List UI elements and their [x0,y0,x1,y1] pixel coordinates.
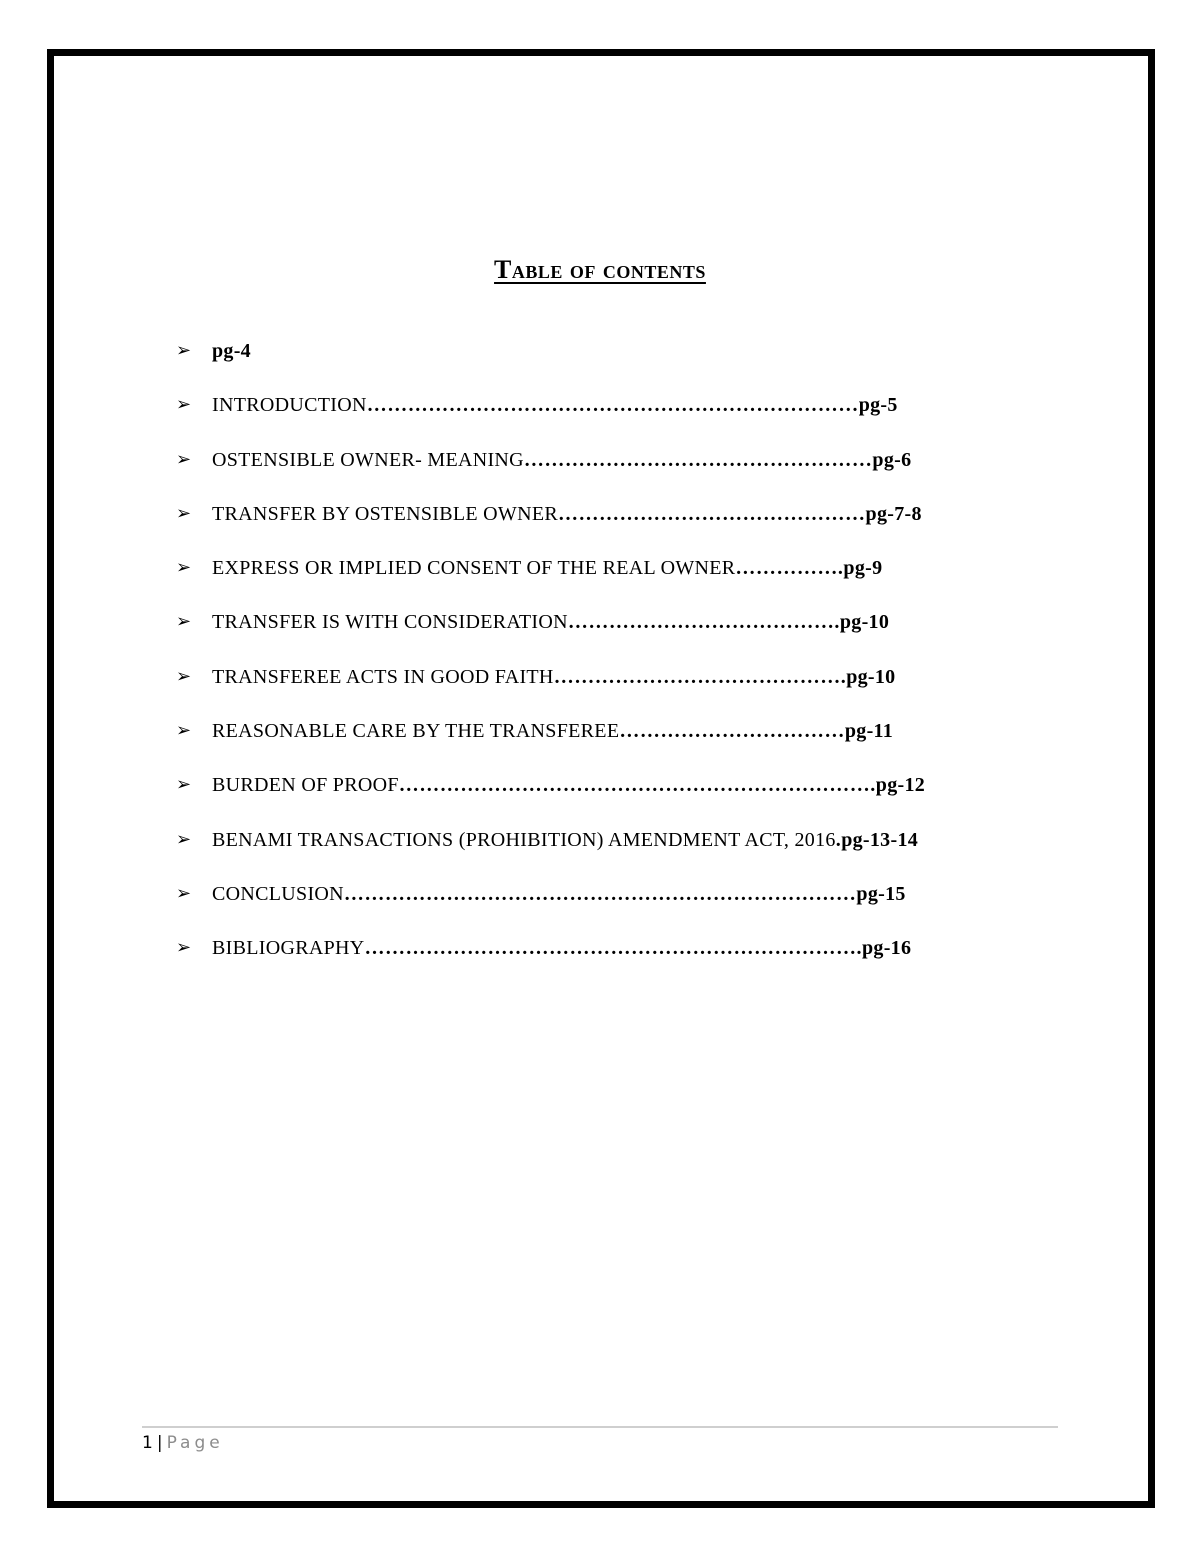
toc-page-number: pg-7-8 [865,502,922,525]
arrow-bullet-icon: ➢ [176,665,192,687]
toc-page-number: pg-12 [875,774,926,797]
toc-leader-dots: ……………. [735,557,844,580]
toc-entry-title: TRANSFER BY OSTENSIBLE OWNER [212,502,559,525]
toc-entry[interactable] [176,553,1076,607]
toc-entry[interactable] [176,770,1076,824]
toc-leader-dots: …………………………………. [567,611,840,634]
page-footer [142,1433,224,1453]
toc-entry-title: CONCLUSION [212,882,344,905]
toc-page-number: pg-13-14 [841,828,919,851]
toc-entry[interactable] [176,716,1076,770]
arrow-bullet-icon: ➢ [176,882,192,904]
toc-entry-title: INTRODUCTION [212,394,367,417]
toc-leader-dots: ………………………………………………………………. [364,937,862,960]
toc-entry-title: BENAMI TRANSACTIONS (PROHIBITION) AMENDMENT ACT, 2016 [212,828,836,851]
toc-page-number: pg-10 [839,611,890,634]
toc-leader-dots: ……………………………………. [553,665,847,688]
toc-leader-dots: …………………………………………… [523,448,873,471]
arrow-bullet-icon: ➢ [176,611,192,633]
toc-leader-dots: ……………………………………………………………. [398,774,876,797]
toc-entry-title: OSTENSIBLE OWNER- MEANING [212,448,524,471]
toc-leader-dots: …………………………… [619,720,845,743]
toc-entry-title: TRANSFER IS WITH CONSIDERATION [212,611,568,634]
arrow-bullet-icon: ➢ [176,720,192,742]
toc-entry-title: BURDEN OF PROOF [212,774,399,797]
toc-entry[interactable] [176,445,1076,499]
toc-entry[interactable] [176,499,1076,553]
toc-page-number: pg-4 [212,340,251,362]
toc-entry[interactable] [176,879,1076,933]
footer-divider [142,1426,1058,1428]
toc-leader-dots: ………………………………………………………………… [343,882,857,905]
arrow-bullet-icon: ➢ [176,394,192,416]
toc-leader-dots: . [835,828,842,851]
toc-entry-title: REASONABLE CARE BY THE TRANSFEREE [212,720,620,743]
arrow-bullet-icon: ➢ [176,448,192,470]
toc-entry[interactable] [176,336,1076,390]
toc-leader-dots: ……………………………………………………………… [366,394,859,417]
toc-page-number: pg-16 [862,937,912,960]
toc-entry-title: TRANSFEREE ACTS IN GOOD FAITH [212,665,554,688]
toc-entry[interactable] [176,825,1076,879]
arrow-bullet-icon: ➢ [176,774,192,796]
toc-entry[interactable] [176,390,1076,444]
toc-page-number: pg-10 [846,665,896,688]
toc-entry[interactable] [176,662,1076,716]
arrow-bullet-icon: ➢ [176,502,192,524]
toc-entry-title: EXPRESS OR IMPLIED CONSENT OF THE REAL OWNER [212,557,736,580]
toc-page-number: pg-15 [856,882,906,905]
footer-page-number: 1 [142,1433,153,1453]
arrow-bullet-icon: ➢ [176,937,192,959]
footer-page-label: Page [166,1433,224,1453]
toc-entry[interactable] [176,933,1076,987]
toc-page-number: pg-11 [844,720,894,743]
arrow-bullet-icon: ➢ [176,340,192,361]
arrow-bullet-icon: ➢ [176,557,192,579]
toc-list [176,336,1076,988]
toc-page-number: pg-5 [858,394,898,417]
footer-separator: | [156,1433,163,1453]
toc-leader-dots: ……………………………………… [558,502,866,525]
toc-page-number: pg-9 [843,557,883,580]
toc-entry[interactable] [176,607,1076,661]
toc-page-number: pg-6 [872,448,912,471]
arrow-bullet-icon: ➢ [176,828,192,850]
page-title: Table of contents [494,255,706,284]
toc-entry-title: BIBLIOGRAPHY [212,937,365,960]
